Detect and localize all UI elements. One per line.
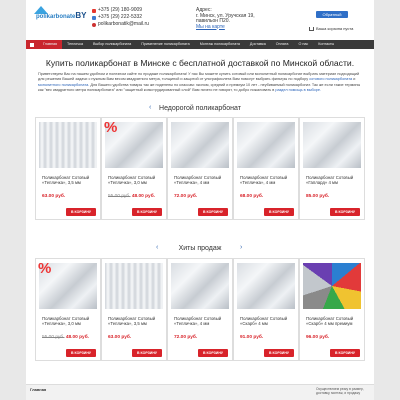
products-cheap — [35, 117, 365, 220]
intro-text: Приветствуем Вас на нашем удобном и полезном сайте по продаже поликарбоната! У нас Вы можете купить сотовый или монолитный поликарбонат выбрать материал подходящий для решения Вашей задачи с нужным Вам весом квадратного метра, толщиной и защитой от ультрафиолета Вам помогут выбрать фильтры по подбору сотового поликарбоната и монолитного поликарбоната. Для Вашего удобства товары так же поделены по классам: эконом, средний и премиум 10 лет - неубиваемый поликарбонат. Так же если такие термины как "вес квадратного метра поликарбоната" или "защитный коэкструдированный слой" Вам ничего не говорят, то добро пожаловать в раздел помощь в выборе. — [38, 72, 361, 92]
phone-1[interactable]: +375 (29) 180-9009 — [92, 7, 149, 14]
main-nav — [26, 40, 374, 49]
product-name[interactable]: Поликарбонат Сотовый «Скарб» 4 мм премиум — [306, 316, 354, 327]
sale-badge: % — [104, 119, 118, 136]
product-card[interactable] — [101, 117, 167, 220]
product-image[interactable] — [39, 122, 97, 168]
add-to-cart-button[interactable]: В КОРЗИНУ — [132, 349, 162, 357]
cart[interactable]: Ваша корзина пуста — [309, 26, 353, 31]
add-to-cart-button[interactable]: В КОРЗИНУ — [66, 208, 96, 216]
product-image[interactable] — [303, 263, 361, 309]
product-name[interactable]: Поликарбонат Сотовый «Тепличка», 3,0 мм — [42, 316, 90, 327]
map-link[interactable]: Мы на карте — [196, 23, 225, 30]
product-card[interactable] — [299, 117, 365, 220]
product-price: 91.00 руб. — [240, 335, 264, 340]
add-to-cart-button[interactable]: В КОРЗИНУ — [66, 349, 96, 357]
add-to-cart-button[interactable]: В КОРЗИНУ — [198, 349, 228, 357]
product-price: 68.00 руб. — [240, 194, 264, 199]
nav-home-icon[interactable] — [26, 40, 38, 49]
product-name[interactable]: Поликарбонат Сотовый «Скарб» 4 мм — [240, 316, 288, 327]
product-image[interactable] — [105, 263, 163, 309]
phone-icon — [92, 16, 96, 20]
nav-item-contacts[interactable]: Контакты — [318, 42, 335, 46]
section-title-hits: Хиты продаж — [178, 245, 222, 252]
footer-text: Осуществляем резку в размер, доставку, монтаж, и продажу — [316, 387, 364, 395]
callback-button[interactable]: Обратный звонок — [316, 11, 348, 18]
logo-text: polikarbonateBY — [36, 11, 87, 20]
contacts — [92, 7, 149, 28]
product-price: 63.00 руб. — [108, 335, 132, 340]
product-name[interactable]: Поликарбонат Сотовый «Тепличка», 4 мм — [240, 175, 288, 186]
nav-item-payment[interactable]: Оплата — [275, 42, 289, 46]
products-hits — [35, 258, 365, 361]
product-price: 55.00 руб. 48.00 руб. — [108, 194, 155, 199]
product-price: 96.00 руб. — [306, 335, 330, 340]
product-image[interactable] — [171, 263, 229, 309]
section-title-cheap: Недорогой поликарбонат — [159, 105, 241, 112]
sale-badge: % — [38, 260, 52, 277]
add-to-cart-button[interactable]: В КОРЗИНУ — [330, 349, 360, 357]
link-help[interactable]: раздел помощь в выборе. — [275, 87, 322, 92]
product-name[interactable]: Поликарбонат Сотовый «Тепличка», 3,5 мм — [108, 316, 156, 327]
cart-icon — [309, 27, 314, 31]
product-card[interactable] — [299, 258, 365, 361]
product-image[interactable] — [237, 263, 295, 309]
product-price: 72.00 руб. — [174, 194, 198, 199]
product-image[interactable] — [303, 122, 361, 168]
product-card[interactable] — [35, 117, 101, 220]
link-cellular[interactable]: сотового поликарбоната — [309, 77, 353, 82]
nav-item-teplichka[interactable]: Тепличка — [67, 42, 84, 46]
email[interactable]: polikarbonatik@mail.ru — [92, 21, 149, 28]
product-card[interactable] — [35, 258, 101, 361]
add-to-cart-button[interactable]: В КОРЗИНУ — [264, 349, 294, 357]
product-name[interactable]: Поликарбонат Сотовый «Гаплард» 4 мм — [306, 175, 354, 186]
nav-item-usage[interactable]: Применение поликарбоната — [141, 42, 190, 46]
chevron-left-icon[interactable]: ‹ — [156, 244, 159, 251]
add-to-cart-button[interactable]: В КОРЗИНУ — [264, 208, 294, 216]
chevron-left-icon[interactable]: ‹ — [149, 104, 152, 111]
footer — [26, 384, 374, 400]
page-title: Купить поликарбонат в Минске с бесплатной доставкой по Минской области. — [45, 58, 355, 68]
add-to-cart-button[interactable]: В КОРЗИНУ — [330, 208, 360, 216]
product-card[interactable] — [167, 117, 233, 220]
product-name[interactable]: Поликарбонат Сотовый «Тепличка», 4 мм — [174, 316, 222, 327]
logo[interactable] — [34, 6, 87, 22]
product-name[interactable]: Поликарбонат Сотовый «Тепличка», 3,0 мм — [108, 175, 156, 186]
product-price: 85.00 руб. — [306, 194, 330, 199]
chevron-right-icon[interactable]: › — [240, 244, 243, 251]
product-name[interactable]: Поликарбонат Сотовый «Тепличка», 3,5 мм — [42, 175, 90, 186]
page — [26, 0, 374, 400]
product-card[interactable] — [233, 258, 299, 361]
product-card[interactable] — [167, 258, 233, 361]
add-to-cart-button[interactable]: В КОРЗИНУ — [132, 208, 162, 216]
header — [26, 0, 374, 40]
footer-title[interactable]: Главная — [30, 387, 47, 392]
nav-item-home[interactable]: Главная — [38, 40, 62, 49]
product-image[interactable] — [237, 122, 295, 168]
product-price: 63.00 руб. — [42, 194, 66, 199]
product-name[interactable]: Поликарбонат Сотовый «Тепличка», 4 мм — [174, 175, 222, 186]
product-image[interactable] — [171, 122, 229, 168]
nav-item-choice[interactable]: Выбор поликарбоната — [93, 42, 132, 46]
product-price: 55.00 руб. 48.00 руб. — [42, 335, 89, 340]
phone-2[interactable]: +375 (29) 222-5332 — [92, 14, 149, 21]
add-to-cart-button[interactable]: В КОРЗИНУ — [198, 208, 228, 216]
product-card[interactable] — [233, 117, 299, 220]
nav-item-delivery[interactable]: Доставка — [249, 42, 266, 46]
product-price: 72.00 руб. — [174, 335, 198, 340]
address: Адрес: г. Минск, ул. Уручская 19, павильон П20. Мы на карте — [196, 8, 276, 30]
product-card[interactable] — [101, 258, 167, 361]
nav-item-montage[interactable]: Монтаж поликарбоната — [199, 42, 240, 46]
nav-item-about[interactable]: О нас — [298, 42, 309, 46]
email-icon — [92, 23, 96, 27]
phone-icon — [92, 9, 96, 13]
link-monolithic[interactable]: монолитного поликарбоната. — [38, 82, 90, 87]
